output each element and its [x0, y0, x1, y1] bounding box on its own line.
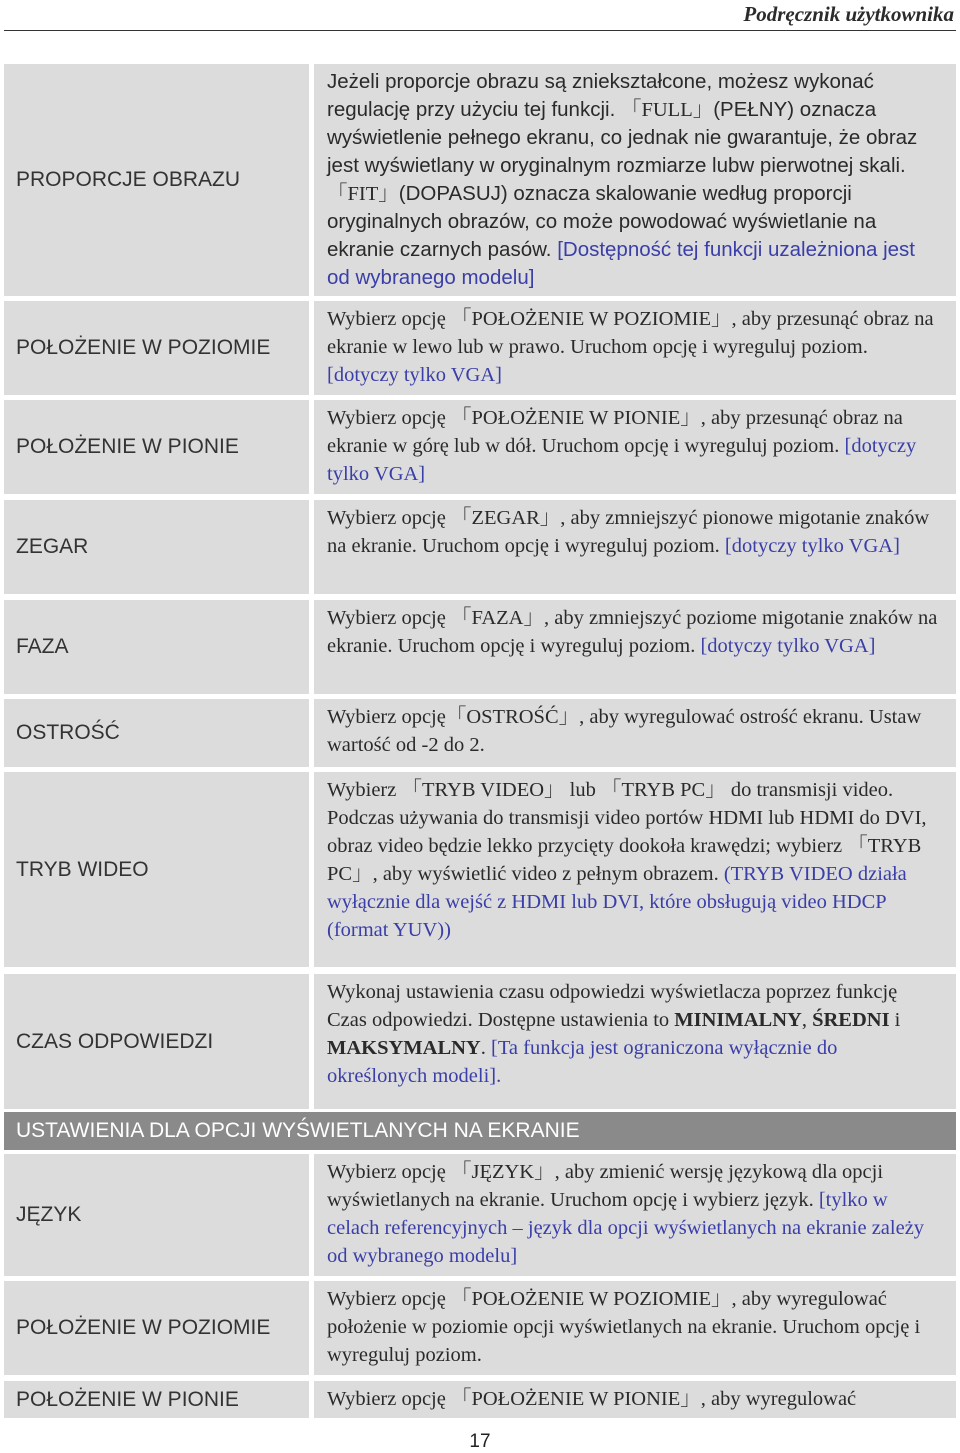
- note-text: [dotyczy tylko VGA]: [327, 364, 502, 386]
- section-header: [4, 1112, 956, 1150]
- setting-description: [327, 504, 942, 560]
- note-text: [dotyczy tylko VGA]: [700, 635, 876, 657]
- setting-description-cell: [314, 400, 956, 494]
- setting-label: POŁOŻENIE W POZIOMIE: [16, 336, 271, 359]
- description-text: i: [889, 1009, 901, 1031]
- page-number: 17: [469, 1431, 491, 1452]
- description-text: Wybierz 「TRYB VIDEO」 lub 「TRYB PC」 do transmisji video. Podczas używania do transmisji video portów HDMI lub HDMI do DVI, obraz video będzie lekko przycięty dookoła krawędzi; wybierz 「TRYB PC」, aby wyświetlić video z pełnym obrazem.: [327, 779, 927, 885]
- setting-description-cell: [314, 974, 956, 1109]
- osd-setting-description: [327, 1158, 942, 1270]
- description-text: Wybierz opcję「OSTROŚĆ」, aby wyregulować ostrość ekranu. Ustaw wartość od -2 do 2.: [327, 706, 922, 756]
- setting-description-cell: [314, 64, 956, 296]
- description-text: (DOPASUJ) oznacza skalowanie według proporcji oryginalnych obrazów, co może powodować wyświetlanie na ekranie czarnych pasów.: [327, 182, 877, 261]
- setting-label-cell: [4, 400, 309, 494]
- note-text: [tylko w celach referencyjnych – język dla opcji wyświetlanych na ekranie zależy od wybranego modelu]: [327, 1189, 925, 1267]
- settings-table: [4, 64, 956, 1418]
- setting-description-cell: [314, 500, 956, 594]
- setting-description-cell: [314, 699, 956, 767]
- description-text: MINIMALNY: [674, 1009, 802, 1031]
- setting-description: [327, 604, 942, 660]
- setting-label: TRYB WIDEO: [16, 857, 149, 881]
- description-text: Wybierz opcję 「POŁOŻENIE W PIONIE」, aby przesunąć obraz na ekranie w górę lub w dół. Uruchom opcję i wyreguluj poziom.: [327, 407, 903, 457]
- setting-description: [327, 776, 942, 944]
- setting-label-cell: [4, 64, 309, 296]
- description-text: Wybierz opcję 「POŁOŻENIE W POZIOMIE」, aby wyregulować położenie w poziomie opcji wyświetlanych na ekranie. Uruchom opcję i wyreguluj poziom.: [327, 1288, 921, 1366]
- description-text: Wykonaj ustawienia czasu odpowiedzi wyświetlacza poprzez funkcję Czas odpowiedzi. Dostępne ustawienia to: [327, 981, 898, 1031]
- osd-setting-description: [327, 1385, 942, 1413]
- section-title: USTAWIENIA DLA OPCJI WYŚWIETLANYCH NA EKRANIE: [16, 1119, 580, 1142]
- osd-setting-description-cell: [314, 1281, 956, 1375]
- osd-setting-label-cell: [4, 1154, 309, 1276]
- setting-row: [4, 974, 956, 1109]
- setting-label-cell: [4, 600, 309, 694]
- setting-label: ZEGAR: [16, 535, 89, 558]
- setting-description: [327, 68, 942, 292]
- osd-setting-row: [4, 1381, 956, 1418]
- osd-setting-label: POŁOŻENIE W PIONIE: [16, 1387, 239, 1411]
- note-text: [dotyczy tylko VGA]: [327, 435, 917, 485]
- setting-label: PROPORCJE OBRAZU: [16, 168, 241, 191]
- document-header-title: Podręcznik użytkownika: [743, 2, 954, 26]
- setting-description: [327, 703, 942, 759]
- setting-description: [327, 305, 942, 389]
- setting-description: [327, 978, 942, 1090]
- setting-description-cell: [314, 600, 956, 694]
- setting-label: POŁOŻENIE W PIONIE: [16, 435, 239, 458]
- setting-row: [4, 400, 956, 494]
- osd-setting-description-cell: [314, 1381, 956, 1418]
- description-text: Wybierz opcję 「FAZA」, aby zmniejszyć poziome migotanie znaków na ekranie. Uruchom opcję i wyreguluj poziom.: [327, 607, 938, 657]
- description-text: ,: [801, 1009, 813, 1031]
- setting-label-cell: [4, 772, 309, 967]
- description-text: Jeżeli proporcje obrazu są zniekształcone, możesz wykonać regulację przy użyciu tej funkcji.: [327, 70, 874, 121]
- description-text: Wybierz opcję 「ZEGAR」, aby zmniejszyć pionowe migotanie znaków na ekranie. Uruchom opcję i wyreguluj poziom.: [327, 507, 930, 557]
- setting-label-cell: [4, 301, 309, 395]
- description-text: 「FULL」: [620, 99, 714, 121]
- setting-label: FAZA: [16, 635, 69, 658]
- setting-description-cell: [314, 301, 956, 395]
- header-divider: [4, 30, 956, 31]
- description-text: Wybierz opcję 「POŁOŻENIE W PIONIE」, aby wyregulować: [327, 1388, 857, 1410]
- osd-setting-label: JĘZYK: [16, 1203, 82, 1226]
- setting-label: CZAS ODPOWIEDZI: [16, 1029, 214, 1053]
- setting-row: [4, 600, 956, 694]
- description-text: MAKSYMALNY: [327, 1037, 481, 1059]
- setting-label-cell: [4, 699, 309, 767]
- note-text: [Dostępność tej funkcji uzależniona jest od wybranego modelu]: [327, 238, 915, 289]
- description-text: .: [480, 1037, 491, 1059]
- setting-row: [4, 772, 956, 967]
- setting-label: OSTROŚĆ: [16, 721, 120, 744]
- osd-setting-row: [4, 1281, 956, 1375]
- setting-description: [327, 404, 942, 488]
- description-text: ŚREDNI: [812, 1009, 890, 1031]
- setting-row: [4, 64, 956, 296]
- osd-setting-label-cell: [4, 1281, 309, 1375]
- osd-setting-row: [4, 1154, 956, 1276]
- note-text: (TRYB VIDEO działa wyłącznie dla wejść z HDMI lub DVI, które obsługują video HDCP (format YUV)): [327, 863, 907, 941]
- osd-setting-label-cell: [4, 1381, 309, 1418]
- setting-row: [4, 301, 956, 395]
- setting-label-cell: [4, 500, 309, 594]
- osd-setting-description: [327, 1285, 942, 1369]
- description-text: 「FIT」: [327, 183, 399, 205]
- osd-setting-label: POŁOŻENIE W POZIOMIE: [16, 1316, 271, 1339]
- note-text: [Ta funkcja jest ograniczona wyłącznie do określonych modeli].: [327, 1037, 838, 1087]
- setting-row: [4, 699, 956, 767]
- description-text: (PEŁNY) oznacza wyświetlenie pełnego ekranu, co jednak nie gwarantuje, że obraz jest wyświetlany w oryginalnym rozmiarze lubw pierwotnej skali.: [327, 98, 918, 177]
- setting-description-cell: [314, 772, 956, 967]
- description-text: Wybierz opcję 「JĘZYK」, aby zmienić wersję językową dla opcji wyświetlanych na ekranie. Uruchom opcję i wybierz język.: [327, 1161, 884, 1211]
- note-text: [dotyczy tylko VGA]: [724, 535, 900, 557]
- setting-label-cell: [4, 974, 309, 1109]
- description-text: Wybierz opcję 「POŁOŻENIE W POZIOMIE」, aby przesunąć obraz na ekranie w lewo lub w prawo. Uruchom opcję i wyreguluj poziom.: [327, 308, 934, 358]
- osd-setting-description-cell: [314, 1154, 956, 1276]
- setting-row: [4, 500, 956, 594]
